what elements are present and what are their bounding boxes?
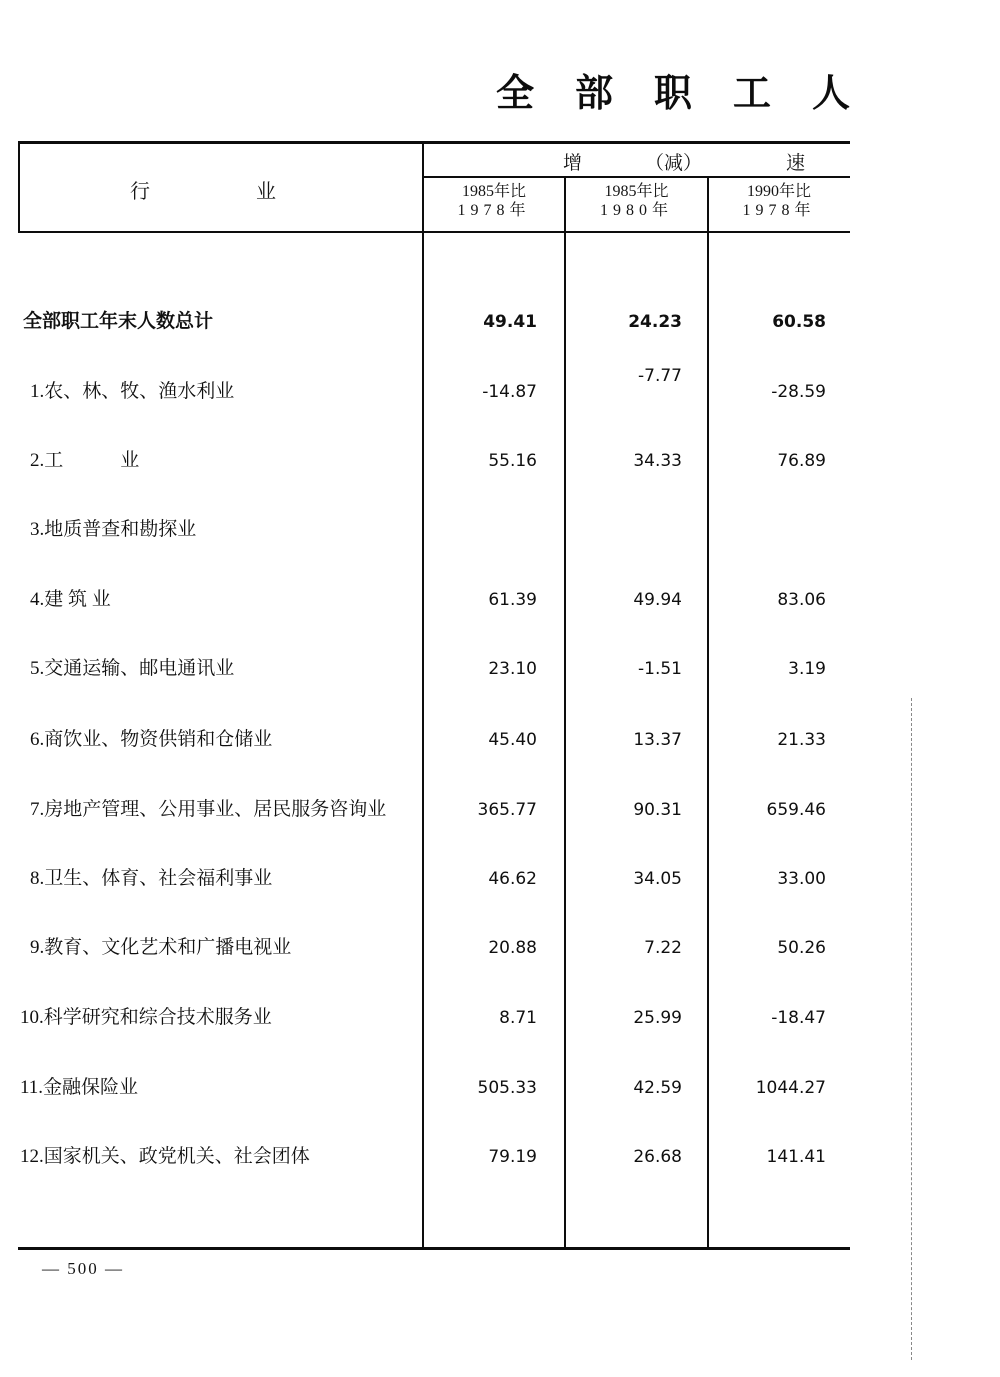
column-header-1990-vs-1978 [708,182,850,220]
table-row-real-estate [18,797,850,827]
span-header-increase: 增 [563,153,583,174]
row-value-1985-1978: 505.33 [477,1078,537,1098]
row-value-1990-1978: 141.41 [766,1147,826,1167]
row-value-1990-1978: 3.19 [788,659,826,679]
page-title: 全部职工人 [496,73,892,115]
row-label: 9.教育、文化艺术和广播电视业 [30,937,292,958]
row-value-1985-1978: 46.62 [488,869,537,889]
row-label: 1.农、林、牧、渔水利业 [30,381,235,402]
row-value-1985-1980: -7.77 [638,366,682,386]
row-value-1990-1978: 33.00 [777,869,826,889]
table-row-total [18,309,850,339]
column-header-line2: 1980年 [599,202,673,219]
row-value-1985-1978: 20.88 [488,938,537,958]
row-label: 11.金融保险业 [20,1077,139,1098]
row-label: 2.工 业 [30,450,140,471]
row-value-1990-1978: 83.06 [777,590,826,610]
row-value-1990-1978: -28.59 [771,382,826,402]
row-label: 4.建 筑 业 [30,589,111,610]
column-header-line2: 1978年 [742,202,816,219]
table-row-health [18,866,850,896]
table-row-education [18,935,850,965]
row-value-1990-1978: -18.47 [771,1008,826,1028]
row-value-1985-1978: 55.16 [488,451,537,471]
table-row-construction [18,587,850,617]
row-value-1985-1980: 13.37 [633,730,682,750]
row-label: 5.交通运输、邮电通讯业 [30,658,235,679]
span-header-decrease: （减） [645,153,703,174]
row-value-1985-1980: 26.68 [633,1147,682,1167]
column-header-line2: 1978年 [457,202,531,219]
row-value-1990-1978: 1044.27 [755,1078,826,1098]
row-value-1990-1978: 76.89 [777,451,826,471]
row-value-1990-1978: 60.58 [772,312,826,332]
span-header-rate: 速 [786,153,806,174]
table-row-commerce [18,727,850,757]
row-value-1985-1978: 49.41 [483,312,537,332]
table-row-agriculture [18,366,850,409]
column-header-line1: 1985年比 [461,183,526,200]
row-value-1985-1980: 42.59 [633,1078,682,1098]
page-crease-line [911,698,912,1360]
row-label: 3.地质普查和勘探业 [30,519,197,540]
table-row-science [18,1005,850,1035]
row-value-1985-1978: 365.77 [477,800,537,820]
row-value-1985-1980: 7.22 [644,938,682,958]
row-value-1985-1978: 79.19 [488,1147,537,1167]
table-row-government [18,1144,850,1174]
table-bottom-border [18,1247,850,1250]
row-label: 12.国家机关、政党机关、社会团体 [20,1146,310,1167]
span-header-divider [423,176,850,178]
column-header-line1: 1985年比 [604,183,669,200]
row-value-1985-1980: 25.99 [633,1008,682,1028]
row-value-1985-1978: -14.87 [482,382,537,402]
row-value-1985-1980: 34.33 [633,451,682,471]
row-value-1985-1978: 23.10 [488,659,537,679]
row-value-1985-1980: 24.23 [628,312,682,332]
page-number: — 500 — [42,1259,124,1278]
table-row-industry [18,448,850,478]
row-label: 10.科学研究和综合技术服务业 [20,1007,272,1028]
row-label: 7.房地产管理、公用事业、居民服务咨询业 [30,799,387,820]
header-bottom-border [18,231,850,233]
row-value-1985-1978: 8.71 [499,1008,537,1028]
row-value-1990-1978: 659.46 [766,800,826,820]
row-value-1985-1980: 90.31 [633,800,682,820]
header-left-border [18,141,20,233]
row-value-1990-1978: 21.33 [777,730,826,750]
table-row-finance [18,1075,850,1105]
row-value-1985-1978: 61.39 [488,590,537,610]
row-value-1985-1980: 34.05 [633,869,682,889]
column-header-1985-vs-1978 [423,182,565,220]
row-value-1985-1980: -1.51 [638,659,682,679]
row-label: 6.商饮业、物资供销和仓储业 [30,729,273,750]
row-label: 全部职工年末人数总计 [23,311,214,332]
industry-column-header: 行业 [130,181,382,203]
row-value-1985-1978: 45.40 [488,730,537,750]
table-row-geology [18,517,850,547]
table-top-border [18,141,850,144]
row-value-1985-1980: 49.94 [633,590,682,610]
row-value-1990-1978: 50.26 [777,938,826,958]
column-header-line1: 1990年比 [746,183,811,200]
table-row-transport [18,656,850,686]
column-header-1985-vs-1980 [565,182,708,220]
row-label: 8.卫生、体育、社会福利事业 [30,868,273,889]
